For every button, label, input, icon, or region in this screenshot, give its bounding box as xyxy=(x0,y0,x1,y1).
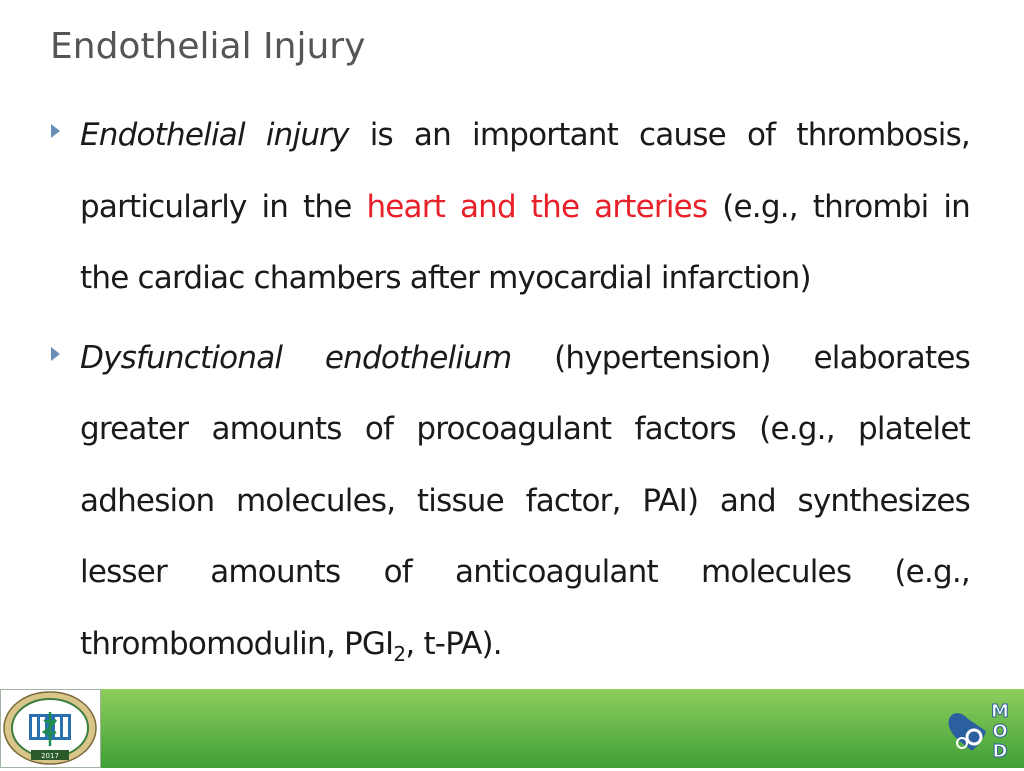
highlight-text: heart and the arteries xyxy=(366,188,708,225)
footer-bar xyxy=(0,689,1024,768)
mod-logo-icon xyxy=(944,699,1016,759)
logo-letter-d: D xyxy=(992,741,1008,759)
logo-letter-o: O xyxy=(992,721,1008,742)
body-text: , t-PA). xyxy=(405,625,502,662)
college-logo xyxy=(0,689,101,768)
mod-logo xyxy=(944,699,1016,763)
bullet-item-1 xyxy=(48,100,970,315)
emphasis-text: Endothelial injury xyxy=(80,117,349,153)
body-text: (e.g., thrombi in the cardiac chambers after myocardial infarction) xyxy=(80,188,971,296)
bullet-item-2 xyxy=(48,323,970,681)
body-text: (hypertension) elaborates greater amounts of procoagulant factors (e.g., platelet adhesion molecules, tissue factor, PAI) and synthesizes lesser amounts of anticoagulant molecules (e.g., thrombomodulin, PGI xyxy=(80,339,970,662)
body-text: is an important cause of thrombosis, particularly in the xyxy=(80,117,970,225)
college-seal-icon xyxy=(1,690,100,767)
slide-title: Endothelial Injury xyxy=(50,26,366,67)
emphasis-text: Dysfunctional endothelium xyxy=(80,339,512,376)
bullet-arrow-icon xyxy=(51,124,60,138)
year-label: 2017 xyxy=(41,752,59,760)
bullet-arrow-icon xyxy=(51,347,60,361)
bullet-text xyxy=(80,100,970,315)
bullet-list xyxy=(48,100,970,688)
subscript: 2 xyxy=(393,641,406,666)
bullet-text xyxy=(80,323,970,681)
logo-letter-m: M xyxy=(991,701,1009,722)
